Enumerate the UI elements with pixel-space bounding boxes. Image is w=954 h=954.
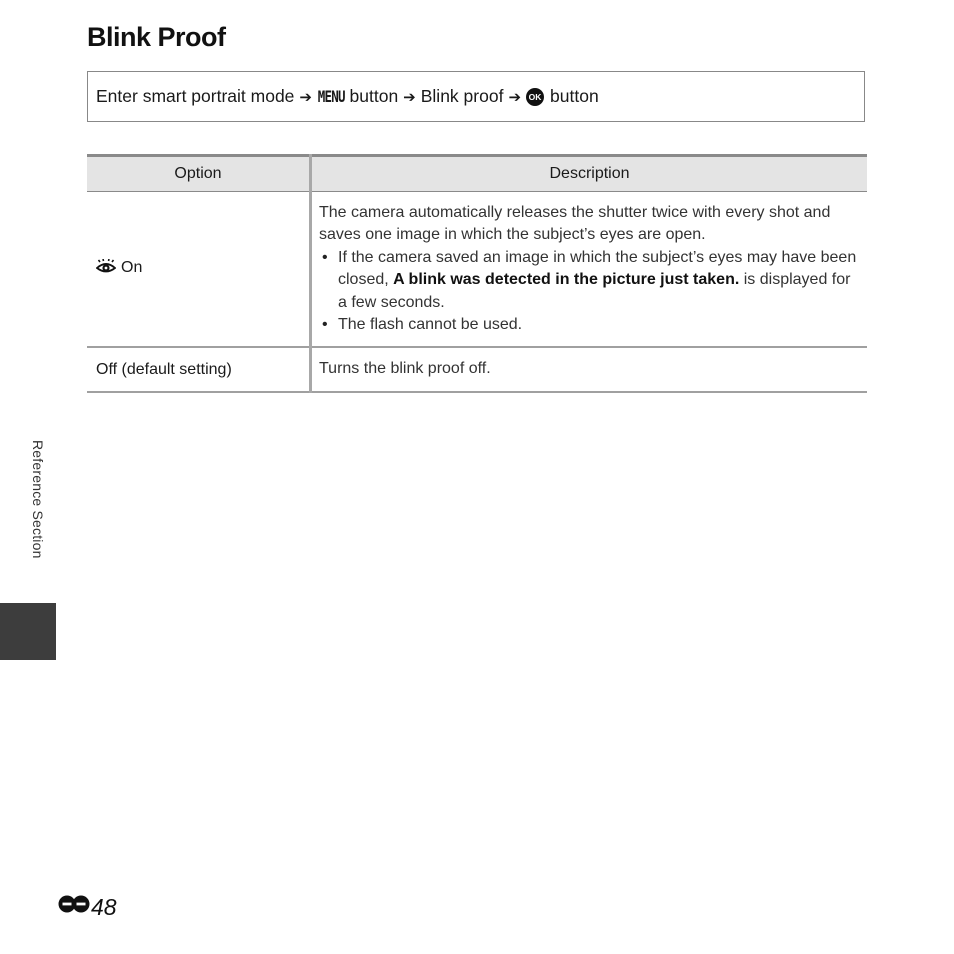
page-number bbox=[58, 893, 117, 921]
arrow-right-icon: ➔ bbox=[508, 88, 522, 106]
menu-path-step-mode: Enter smart portrait mode bbox=[96, 86, 295, 106]
menu-path-step-button: button bbox=[349, 86, 399, 106]
blink-eye-icon bbox=[96, 259, 116, 280]
option-cell-on bbox=[87, 192, 311, 348]
option-label-on: On bbox=[121, 258, 143, 276]
table-row bbox=[87, 192, 867, 348]
column-header-description: Description bbox=[311, 156, 868, 192]
menu-button-icon: MENU bbox=[317, 87, 345, 106]
description-cell-on bbox=[311, 192, 868, 348]
ok-button-icon: OK bbox=[526, 88, 544, 106]
table-row bbox=[87, 347, 867, 392]
description-cell-off: Turns the blink proof off. bbox=[311, 347, 868, 392]
list-item: • If the camera saved an image in which the subject’s eyes may have been closed, A blink was detected in the picture just taken. is displayed for a few seconds. bbox=[319, 247, 859, 315]
description-bullets bbox=[319, 247, 859, 337]
arrow-right-icon: ➔ bbox=[403, 88, 416, 106]
option-label-off: Off (default setting) bbox=[87, 347, 311, 392]
page-number-value: 48 bbox=[91, 893, 117, 920]
page-title: Blink Proof bbox=[87, 22, 226, 52]
arrow-right-icon: ➔ bbox=[299, 88, 312, 106]
reference-e-icon bbox=[58, 893, 90, 921]
blink-message: A blink was detected in the picture just taken. bbox=[393, 271, 740, 288]
section-side-label: Reference Section bbox=[30, 440, 46, 559]
menu-path-step-ok: button bbox=[550, 86, 599, 106]
options-table bbox=[87, 154, 867, 393]
description-intro: The camera automatically releases the shutter twice with every shot and saves one image in which the subject’s eyes are open. bbox=[319, 203, 831, 243]
menu-path-box bbox=[87, 71, 865, 122]
table-header-row bbox=[87, 156, 867, 192]
section-tab-marker bbox=[0, 603, 56, 660]
list-item: • The flash cannot be used. bbox=[319, 314, 859, 337]
column-header-option: Option bbox=[87, 156, 311, 192]
menu-path-step-blink-proof: Blink proof bbox=[420, 86, 504, 106]
